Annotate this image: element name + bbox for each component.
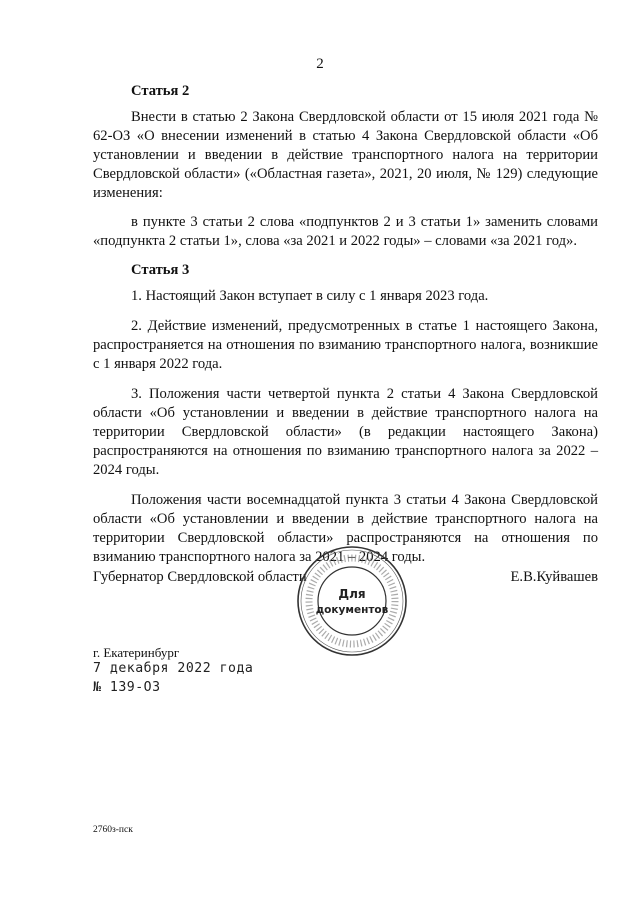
article-3-paragraph-4: Положения части восемнадцатой пункта 3 статьи 4 Закона Свердловской области «Об установлении и введении в действие транспортного налога на территории Свердловской области» распространяются на отношения по взиманию транспортного налога за 2021 – 2024 годы. — [93, 492, 598, 565]
article-2-heading: Статья 2 — [131, 83, 190, 99]
article-2-change: в пункте 3 статьи 2 слова «подпунктов 2 и 3 статьи 1» заменить словами «подпункта 2 статьи 1», слова «за 2021 и 2022 годы» – словами «за 2021 год». — [93, 214, 598, 249]
article-3-paragraph-1: 1. Настоящий Закон вступает в силу с 1 января 2023 года. — [131, 288, 489, 304]
article-3-paragraph-3: 3. Положения части четвертой пункта 2 статьи 4 Закона Свердловской области «Об установлении и введении в действие транспортного налога на территории Свердловской области» (в редакции настоящего Закона) распространяются на отношения по взиманию транспортного налога за 2022 – 2024 годы. — [93, 386, 598, 478]
seal-text-line-2: документов — [315, 604, 389, 616]
article-2-intro: Внести в статью 2 Закона Свердловской области от 15 июля 2021 года № 62-ОЗ «О внесении изменений в статью 4 Закона Свердловской области «Об установлении и введении в действие транспортного налога на территории Свердловской области» («Областная газета», 2021, 20 июля, № 129) следующие изменения: — [93, 109, 598, 201]
document-code: 2760з-пск — [93, 825, 133, 835]
seal-text-line-1: Для — [338, 587, 366, 601]
signatory-position: Губернатор Свердловской области — [93, 569, 307, 585]
official-seal-icon — [296, 545, 408, 657]
article-3-paragraph-2: 2. Действие изменений, предусмотренных в статье 1 настоящего Закона, распространяется на отношения по взиманию транспортного налога, возникшие с 1 января 2022 года. — [93, 318, 598, 372]
document-body — [93, 82, 598, 567]
signatory-name: Е.В.Куйвашев — [510, 569, 598, 585]
signing-date: 7 декабря 2022 года — [93, 661, 254, 676]
article-3-heading: Статья 3 — [131, 262, 190, 278]
page-number: 2 — [316, 56, 324, 72]
place-of-signing: г. Екатеринбург — [93, 645, 180, 660]
law-number: № 139-ОЗ — [93, 680, 161, 695]
